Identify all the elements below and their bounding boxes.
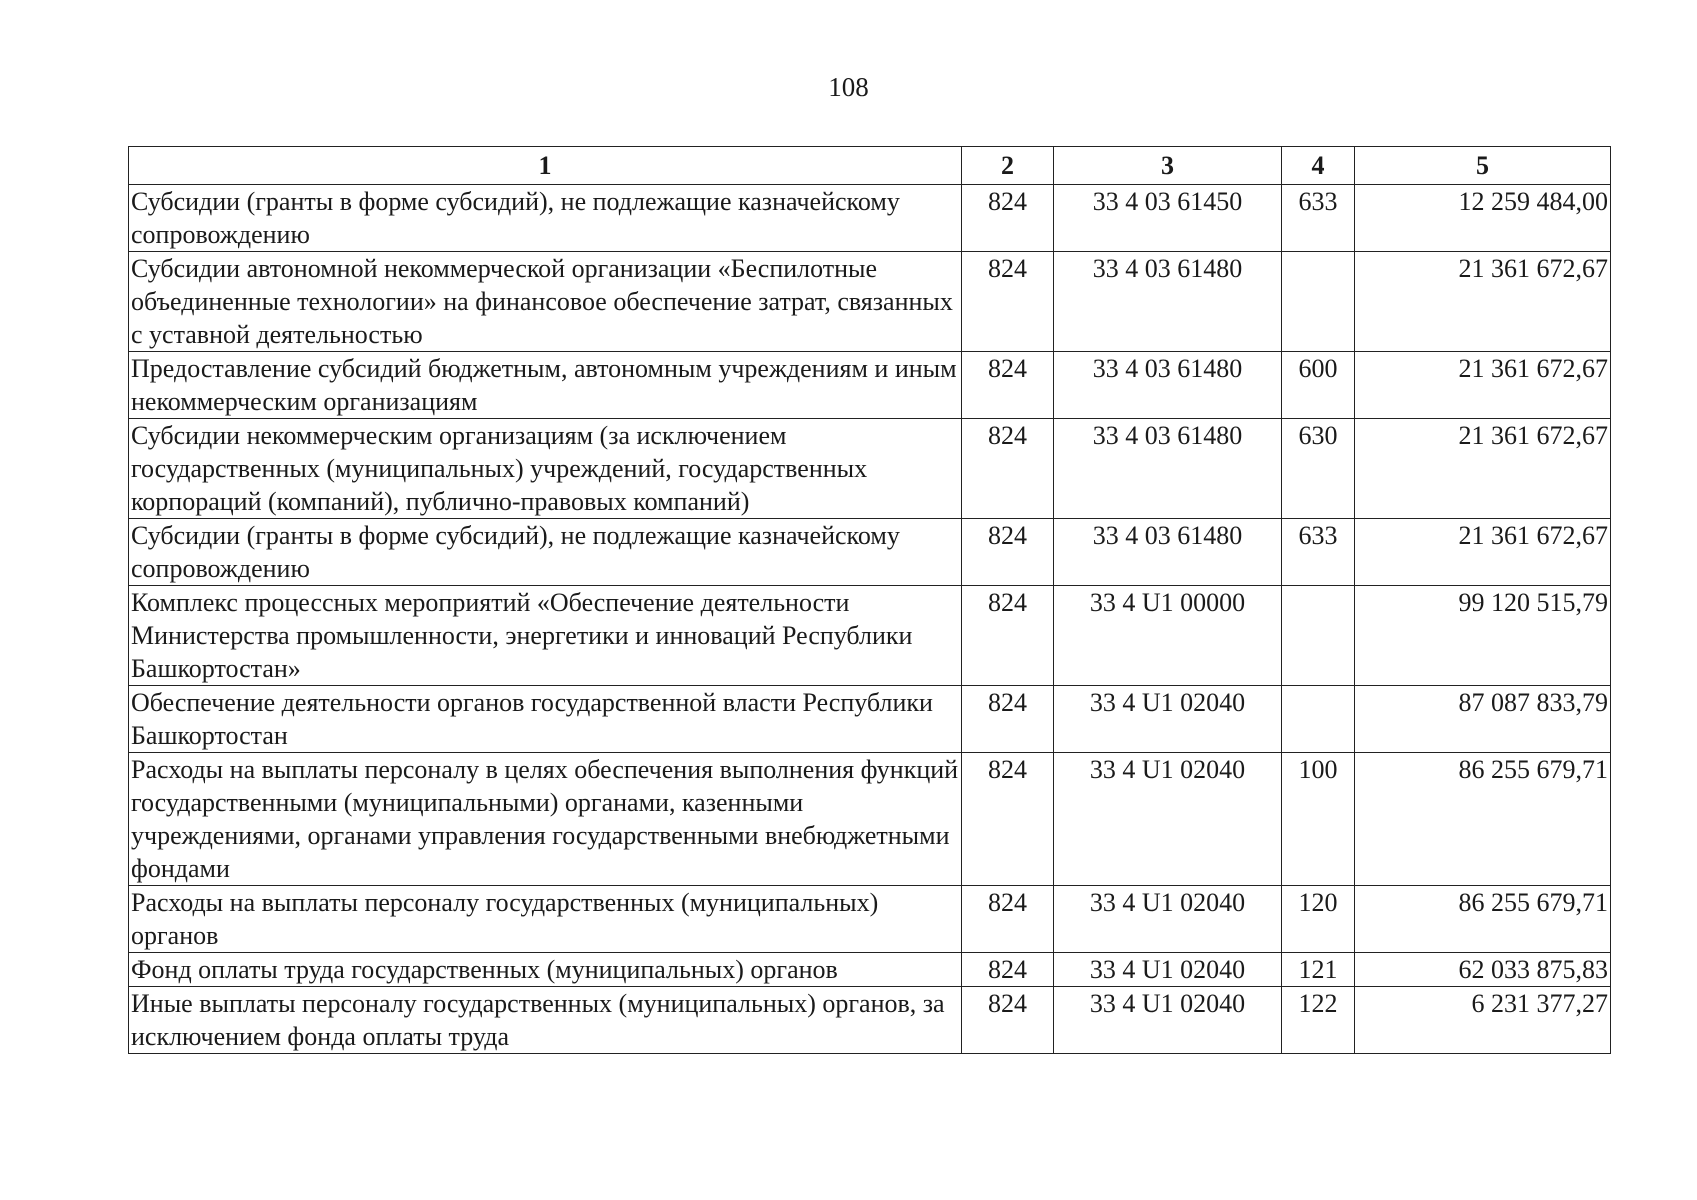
expense-name-cell: Расходы на выплаты персоналу государственных (муниципальных) органов [129,886,962,953]
ministry-code-cell: 824 [962,352,1054,419]
amount-cell: 87 087 833,79 [1355,686,1611,753]
target-article-cell: 33 4 03 61480 [1054,252,1282,352]
expense-type-cell: 630 [1282,419,1355,519]
expense-name-cell: Субсидии (гранты в форме субсидий), не подлежащие казначейскому сопровождению [129,185,962,252]
amount-cell: 21 361 672,67 [1355,519,1611,586]
table-row [129,886,1611,953]
table-header-row [129,147,1611,185]
column-header: 4 [1282,147,1355,185]
table-row [129,753,1611,886]
amount-cell: 21 361 672,67 [1355,352,1611,419]
amount-cell: 62 033 875,83 [1355,953,1611,987]
page-number: 108 [828,72,869,102]
column-header: 2 [962,147,1054,185]
expense-type-cell: 121 [1282,953,1355,987]
ministry-code-cell: 824 [962,753,1054,886]
target-article-cell: 33 4 U1 02040 [1054,753,1282,886]
expense-name-cell: Комплекс процессных мероприятий «Обеспечение деятельности Министерства промышленности, энергетики и инноваций Республики Башкортостан» [129,586,962,686]
expense-type-cell [1282,586,1355,686]
ministry-code-cell: 824 [962,185,1054,252]
amount-cell: 86 255 679,71 [1355,886,1611,953]
expense-name-cell: Предоставление субсидий бюджетным, автономным учреждениям и иным некоммерческим организациям [129,352,962,419]
ministry-code-cell: 824 [962,953,1054,987]
ministry-code-cell: 824 [962,686,1054,753]
table-row [129,586,1611,686]
expense-type-cell: 600 [1282,352,1355,419]
target-article-cell: 33 4 U1 02040 [1054,953,1282,987]
target-article-cell: 33 4 U1 02040 [1054,886,1282,953]
expense-type-cell: 633 [1282,519,1355,586]
table-row [129,185,1611,252]
target-article-cell: 33 4 03 61480 [1054,419,1282,519]
target-article-cell: 33 4 03 61450 [1054,185,1282,252]
ministry-code-cell: 824 [962,586,1054,686]
target-article-cell: 33 4 03 61480 [1054,352,1282,419]
expense-name-cell: Субсидии автономной некоммерческой организации «Беспилотные объединенные технологии» на финансовое обеспечение затрат, связанных с уставной деятельностью [129,252,962,352]
target-article-cell: 33 4 U1 02040 [1054,987,1282,1054]
table-row [129,252,1611,352]
column-header: 5 [1355,147,1611,185]
expense-type-cell: 122 [1282,987,1355,1054]
expense-type-cell [1282,252,1355,352]
ministry-code-cell: 824 [962,519,1054,586]
ministry-code-cell: 824 [962,419,1054,519]
amount-cell: 86 255 679,71 [1355,753,1611,886]
table-row [129,686,1611,753]
column-header: 1 [129,147,962,185]
ministry-code-cell: 824 [962,252,1054,352]
table-row [129,519,1611,586]
expense-type-cell: 100 [1282,753,1355,886]
ministry-code-cell: 824 [962,987,1054,1054]
expense-name-cell: Расходы на выплаты персоналу в целях обеспечения выполнения функций государственными (муниципальными) органами, казенными учреждениями, органами управления государственными внебюджетными фондами [129,753,962,886]
expense-type-cell: 120 [1282,886,1355,953]
amount-cell: 6 231 377,27 [1355,987,1611,1054]
amount-cell: 99 120 515,79 [1355,586,1611,686]
budget-table [128,146,1611,1054]
table-row [129,419,1611,519]
target-article-cell: 33 4 U1 02040 [1054,686,1282,753]
table-row [129,953,1611,987]
target-article-cell: 33 4 03 61480 [1054,519,1282,586]
amount-cell: 21 361 672,67 [1355,419,1611,519]
expense-type-cell [1282,686,1355,753]
table-row [129,352,1611,419]
column-header: 3 [1054,147,1282,185]
expense-type-cell: 633 [1282,185,1355,252]
expense-name-cell: Обеспечение деятельности органов государственной власти Республики Башкортостан [129,686,962,753]
expense-name-cell: Субсидии некоммерческим организациям (за исключением государственных (муниципальных) учреждений, государственных корпораций (компаний), публично-правовых компаний) [129,419,962,519]
amount-cell: 12 259 484,00 [1355,185,1611,252]
ministry-code-cell: 824 [962,886,1054,953]
expense-name-cell: Иные выплаты персоналу государственных (муниципальных) органов, за исключением фонда оплаты труда [129,987,962,1054]
expense-name-cell: Фонд оплаты труда государственных (муниципальных) органов [129,953,962,987]
table-row [129,987,1611,1054]
amount-cell: 21 361 672,67 [1355,252,1611,352]
target-article-cell: 33 4 U1 00000 [1054,586,1282,686]
expense-name-cell: Субсидии (гранты в форме субсидий), не подлежащие казначейскому сопровождению [129,519,962,586]
